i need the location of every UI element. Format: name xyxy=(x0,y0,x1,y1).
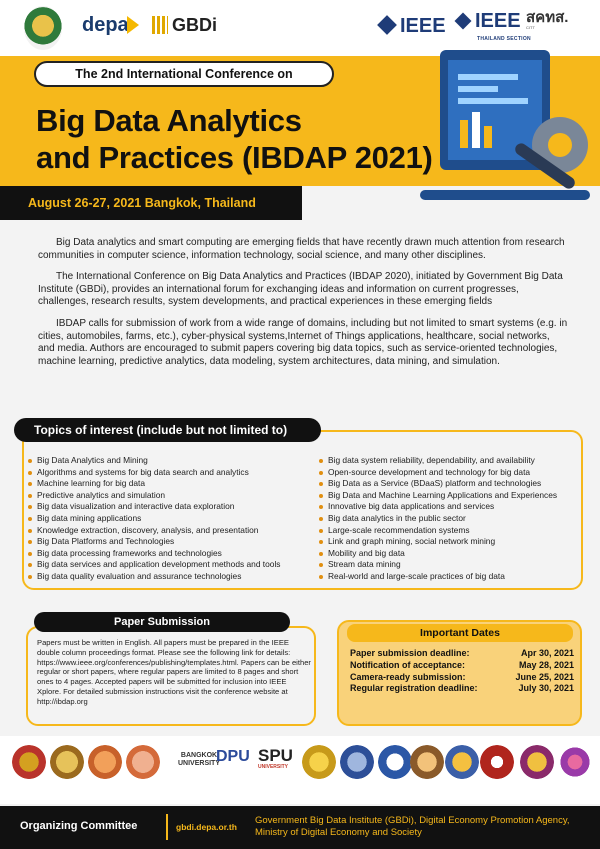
list-item: Stream data mining xyxy=(319,559,557,571)
list-item: Machine learning for big data xyxy=(28,478,281,490)
paper-submission-heading: Paper Submission xyxy=(34,612,290,632)
footer-divider xyxy=(166,814,168,840)
list-item: Real-world and large-scale practices of big data xyxy=(319,571,557,583)
title-line-1: Big Data Analytics xyxy=(36,103,302,138)
bangkok-university-text: BANGKOK xyxy=(180,752,218,759)
mini-bar xyxy=(484,126,492,148)
university-seal-icon xyxy=(12,745,46,779)
gear-center xyxy=(548,133,572,157)
ieee-logo-text: IEEE xyxy=(400,15,446,37)
university-seal-icon xyxy=(378,745,412,779)
list-item: Open-source development and technology for big data xyxy=(319,467,557,479)
organizing-committee-title: Organizing Committee xyxy=(20,820,138,832)
citt-logo-text: สคทส. xyxy=(526,9,569,26)
ieee-thailand-section-text: THAILAND SECTION xyxy=(477,36,531,42)
date-value: May 28, 2021 xyxy=(518,659,574,670)
list-item: Big Data and Machine Learning Applications and Experiences xyxy=(319,490,557,502)
mini-bar xyxy=(472,112,480,148)
government-emblem-icon xyxy=(24,6,62,50)
screen-line xyxy=(458,98,528,104)
university-seal-icon xyxy=(558,745,592,779)
date-label: Paper submission deadline: xyxy=(350,648,470,658)
spu-logo-subtext: UNIVERSITY xyxy=(258,764,289,770)
dates-row xyxy=(350,660,574,672)
depa-logo-text: depa xyxy=(82,14,129,36)
topics-left-list xyxy=(28,455,281,583)
list-item: Big Data as a Service (BDaaS) platform and technologies xyxy=(319,478,557,490)
list-item: Big data visualization and interactive data exploration xyxy=(28,501,281,513)
list-item: Link and graph mining, social network mining xyxy=(319,536,557,548)
title-line-2: and Practices (IBDAP 2021) xyxy=(36,140,433,175)
ieee-diamond-icon xyxy=(377,15,397,35)
university-seal-icon xyxy=(520,745,554,779)
conference-date: August 26-27, 2021 Bangkok, Thailand xyxy=(0,186,302,220)
dates-row xyxy=(350,648,574,660)
date-label: Notification of acceptance: xyxy=(350,659,466,670)
important-dates-heading: Important Dates xyxy=(347,624,573,642)
date-value: Apr 30, 2021 xyxy=(520,648,574,658)
dpu-logo: DPU xyxy=(216,748,250,765)
university-seal-icon xyxy=(480,745,514,779)
intro-text xyxy=(38,237,568,377)
ieee-logo xyxy=(380,15,446,38)
important-dates-table xyxy=(350,648,574,695)
paper-submission-text: Papers must be written in English. All papers must be prepared in the IEEE double column proceedings format. Please see the following link for details: https://www.ieee.org/conferences/publishing/templates.html. Papers can be either regular or short papers, where regular papers are limited to 8 pages and short ones to 4 pages. Accepted papers will be submitted for inclusion into IEEE Xplore. For detailed submission instructions visit the conference website at http://ibdap.org xyxy=(37,638,311,706)
intro-paragraph-2: The International Conference on Big Data Analytics and Practices (IBDAP 2020), initiated by Government Big Data Institute (GBDi), provides an international forum for exchanging ideas and information on current progresses, challenges, research results, system developments, and practical experiences in these emerging fields xyxy=(38,271,563,308)
big-data-illustration xyxy=(410,40,600,220)
list-item: Big data services and application development methods and tools xyxy=(28,559,281,571)
university-seal-icon xyxy=(445,745,479,779)
university-seal-icon xyxy=(126,745,160,779)
list-item: Big data mining applications xyxy=(28,513,281,525)
list-item: Big Data Platforms and Technologies xyxy=(28,536,281,548)
ieee-thailand-diamond-icon xyxy=(455,13,472,30)
intro-paragraph-1: Big Data analytics and smart computing are emerging fields that have recently drawn much attention from research communities in computer science, information technology, social science, and many other disciplines. xyxy=(38,237,565,261)
depa-arrow-icon xyxy=(127,16,139,34)
ieee-thailand-text: IEEE xyxy=(475,10,521,32)
footer-url[interactable]: gbdi.depa.or.th xyxy=(176,822,237,832)
date-label: Camera-ready submission: xyxy=(350,671,466,682)
list-item: Knowledge extraction, discovery, analysis, and presentation xyxy=(28,525,281,537)
screen-line xyxy=(458,86,498,92)
gbdi-bars-icon xyxy=(152,16,168,34)
spu-logo xyxy=(258,746,293,770)
citt-logo xyxy=(526,10,592,30)
list-item: Predictive analytics and simulation xyxy=(28,490,281,502)
date-label: Regular registration deadline: xyxy=(350,683,478,694)
intro-paragraph-3: IBDAP calls for submission of work from a wide range of domains, including but not limited to smart systems (e.g. in cities, automobiles, farms, etc.), cyber-physical systems,Internet of Things applications, healthcare, social networks, and media. Authors are encouraged to submit papers covering big data topics, such as service-oriented technologies, machine learning, predictive analytics, data modeling, system architectures, data mining, and simulation. xyxy=(38,317,568,367)
list-item: Algorithms and systems for big data search and analytics xyxy=(28,467,281,479)
list-item: Big Data Analytics and Mining xyxy=(28,455,281,467)
citt-logo-subtext: CITT xyxy=(526,25,535,30)
conference-pill: The 2nd International Conference on xyxy=(34,61,334,87)
mini-bar xyxy=(460,120,468,148)
university-seal-icon xyxy=(88,745,122,779)
organizing-committee-orgs: Government Big Data Institute (GBDi), Digital Economy Promotion Agency, Ministry of Digital Economy and Society xyxy=(255,815,570,838)
bangkok-university-subtext: UNIVERSITY xyxy=(178,760,221,767)
screen-line xyxy=(458,74,518,80)
list-item: Big data quality evaluation and assurance technologies xyxy=(28,571,281,583)
list-item: Big data analytics in the public sector xyxy=(319,513,557,525)
conference-title xyxy=(36,102,433,176)
bangkok-university-logo xyxy=(178,752,220,768)
list-item: Large-scale recommendation systems xyxy=(319,525,557,537)
date-value: July 30, 2021 xyxy=(518,683,574,694)
university-seal-icon xyxy=(340,745,374,779)
date-value: June 25, 2021 xyxy=(515,671,574,682)
topics-heading: Topics of interest (include but not limited to) xyxy=(14,418,321,442)
gbdi-logo xyxy=(152,15,217,36)
spu-logo-text: SPU xyxy=(258,746,293,765)
dates-row xyxy=(350,672,574,684)
base-shape xyxy=(420,190,590,200)
university-seal-icon xyxy=(50,745,84,779)
list-item: Big data system reliability, dependability, and availability xyxy=(319,455,557,467)
gbdi-logo-text: GBDi xyxy=(172,15,217,35)
dates-row xyxy=(350,683,574,695)
topics-right-list xyxy=(319,455,557,583)
list-item: Innovative big data applications and services xyxy=(319,501,557,513)
list-item: Big data processing frameworks and technologies xyxy=(28,548,281,560)
university-seal-icon xyxy=(410,745,444,779)
depa-logo xyxy=(82,14,139,37)
list-item: Mobility and big data xyxy=(319,548,557,560)
university-seal-icon xyxy=(302,745,336,779)
